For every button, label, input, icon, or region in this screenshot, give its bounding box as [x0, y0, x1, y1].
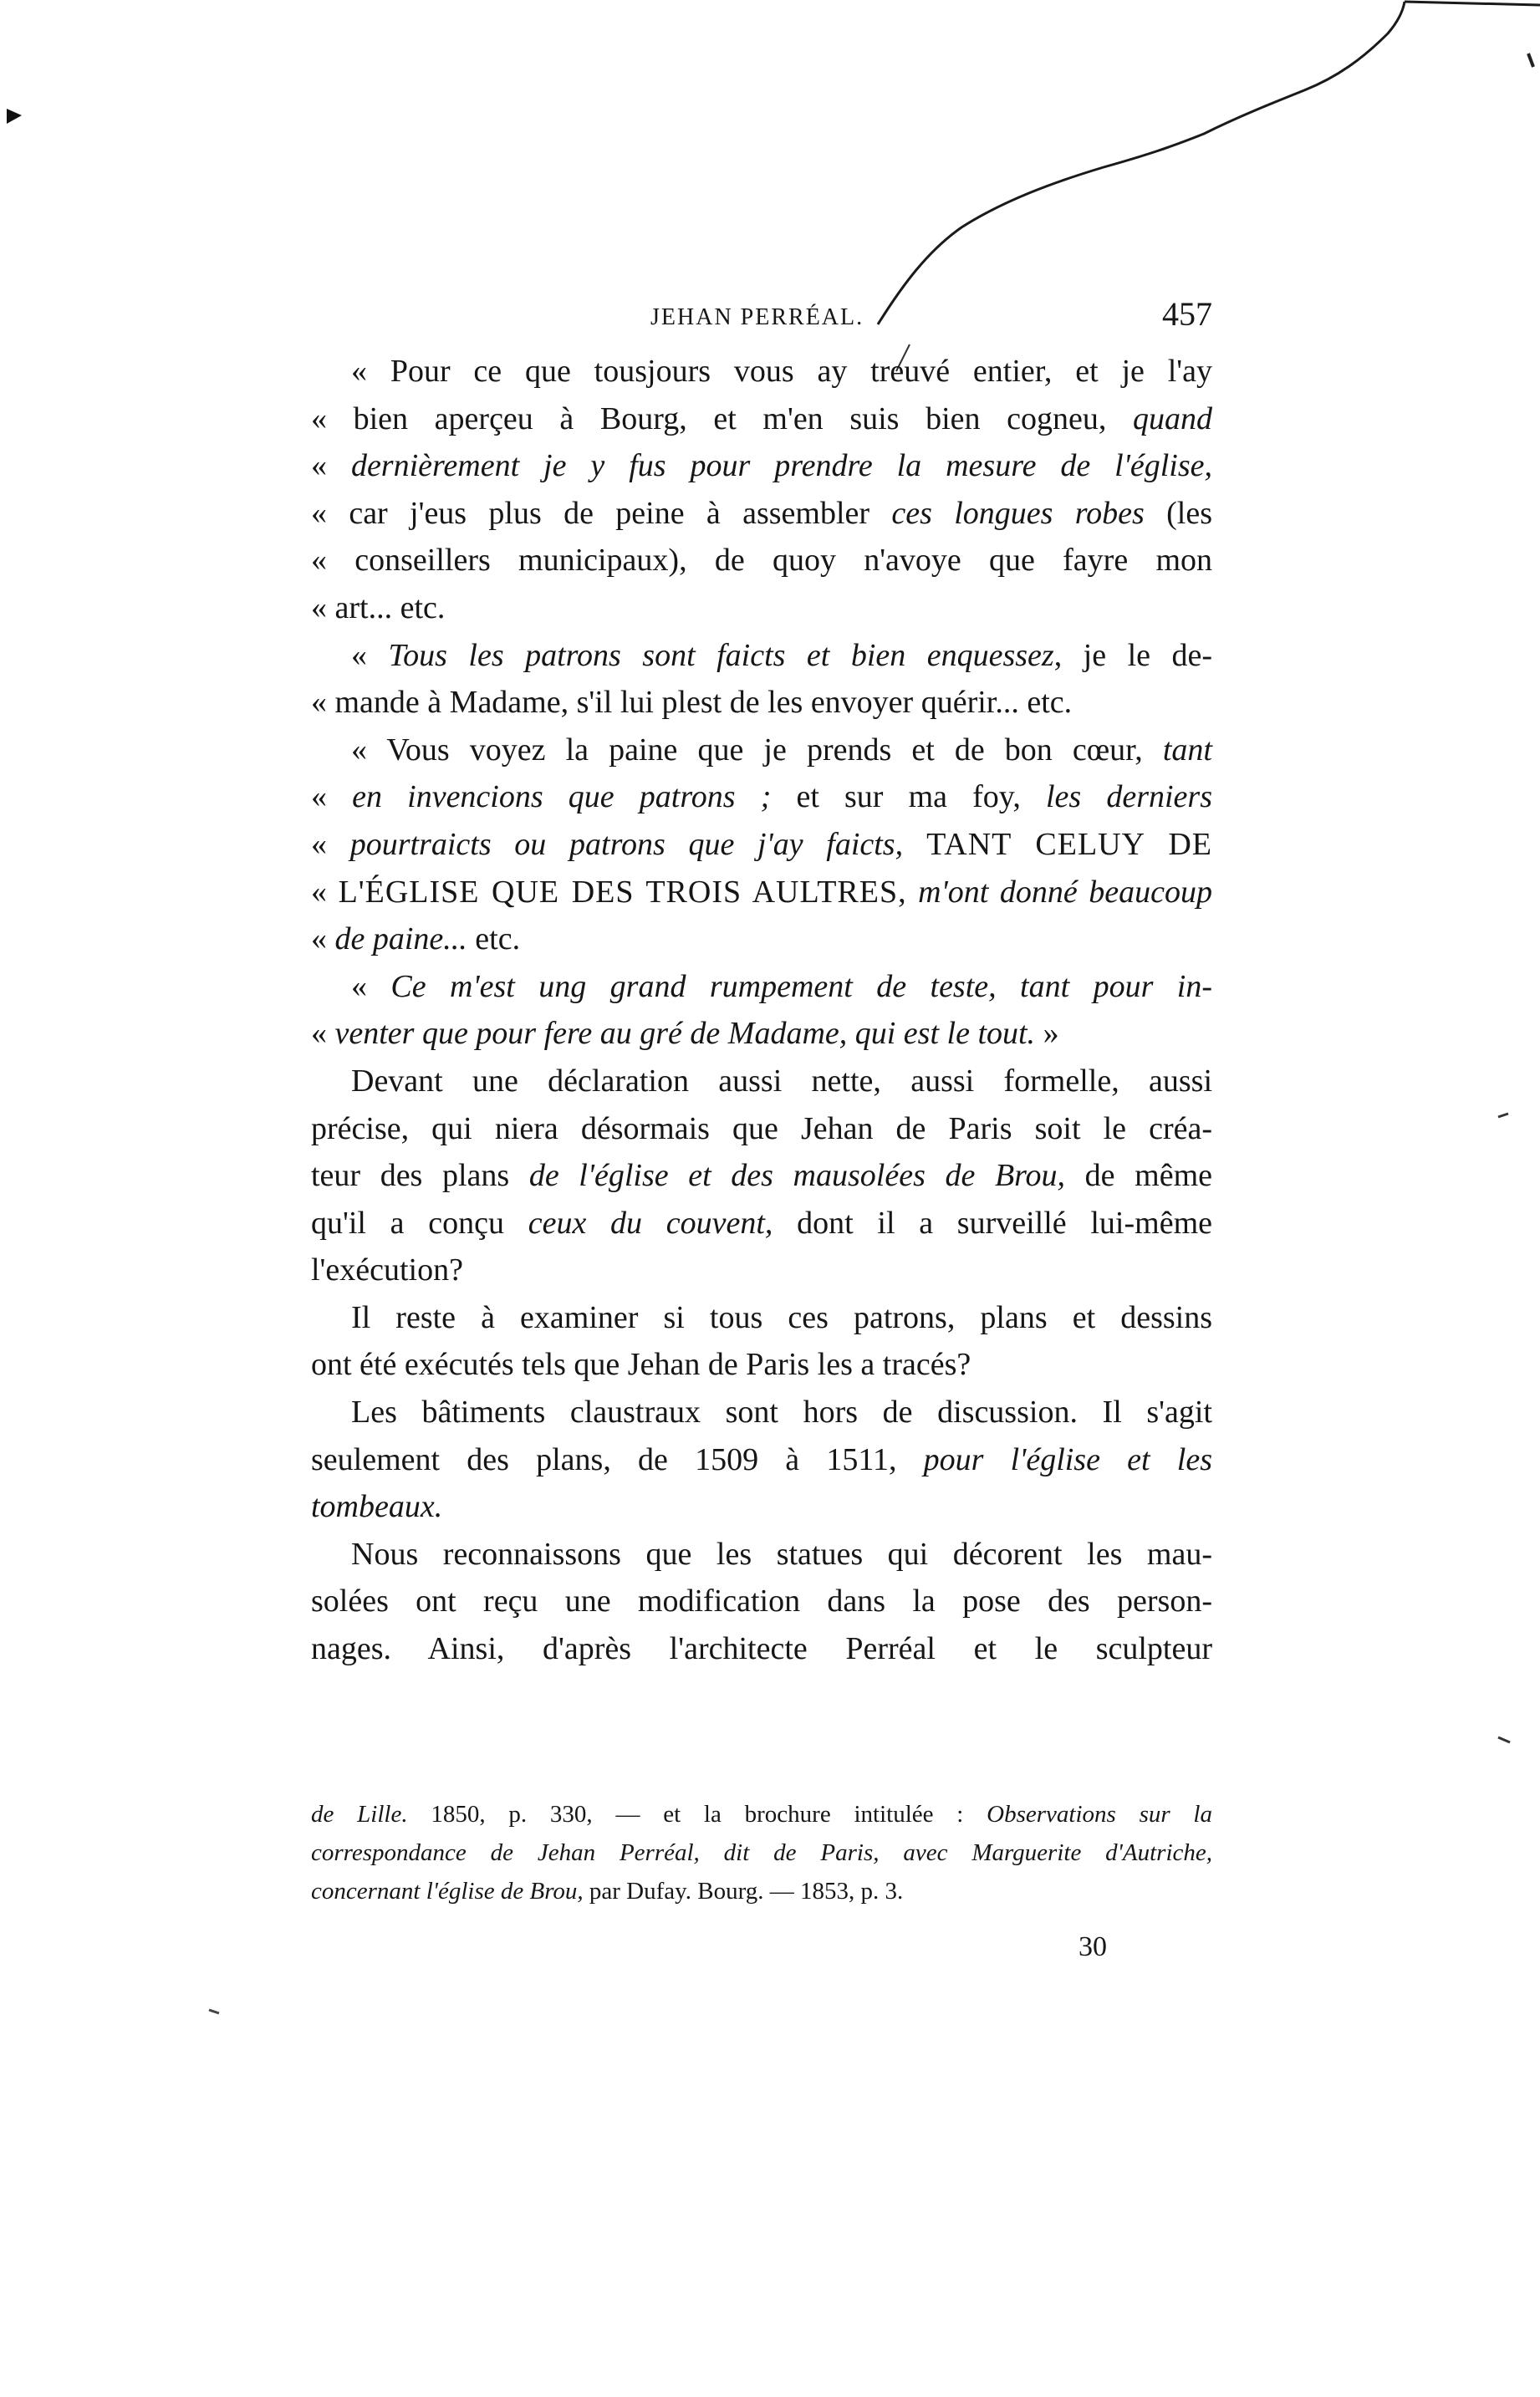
text-line: « conseillers municipaux), de quoy n'avoye que fayre mon — [311, 543, 1213, 579]
text-line: « art... etc. — [311, 589, 446, 625]
text-line: Devant une déclaration aussi nette, aussi formelle, aussi — [351, 1063, 1212, 1099]
text-line: nages. Ainsi, d'après l'architecte Perréal et le sculpteur — [311, 1631, 1212, 1667]
text-line: Il reste à examiner si tous ces patrons, plans et dessins — [351, 1299, 1212, 1335]
text-line: « L'ÉGLISE QUE DES TROIS AULTRES, m'ont donné beaucoup — [311, 874, 1212, 910]
text-line: Les bâtiments claustraux sont hors de discussion. Il s'agit — [351, 1395, 1212, 1431]
text-line: « bien aperçeu à Bourg, et m'en suis bien cogneu, quand — [311, 400, 1212, 436]
text-line: « Vous voyez la paine que je prends et de bon cœur, tant — [351, 732, 1212, 768]
footnote-line: de Lille. 1850, p. 330, — et la brochure intitulée : Observations sur la — [311, 1801, 1212, 1828]
main-text — [311, 348, 1212, 1673]
footnote-line: correspondance de Jehan Perréal, dit de Paris, avec Marguerite d'Autriche, — [311, 1839, 1212, 1866]
text-line: qu'il a conçu ceux du couvent, dont il a surveillé lui-même — [311, 1205, 1212, 1241]
torn-edge-line — [878, 2, 1405, 324]
running-head: JEHAN PERRÉAL. — [650, 304, 864, 330]
text-line: ont été exécutés tels que Jehan de Paris les a tracés? — [311, 1347, 971, 1383]
text-line: Nous reconnaissons que les statues qui décorent les mau- — [351, 1536, 1212, 1572]
text-line: l'exécution? — [311, 1252, 463, 1288]
text-line: « pourtraicts ou patrons que j'ay faicts, TANT CELUY DE — [311, 826, 1212, 862]
text-line: « de paine... etc. — [311, 921, 521, 957]
text-line: précise, qui niera désormais que Jehan de Paris soit le créa- — [311, 1110, 1212, 1146]
text-line: « Tous les patrons sont faicts et bien enquessez, je le de- — [351, 637, 1213, 673]
text-line: teur des plans de l'église et des mausolées de Brou, de même — [311, 1158, 1213, 1194]
text-line: « Pour ce que tousjours vous ay treuvé entier, et je l'ay — [351, 354, 1212, 389]
footnote — [311, 1795, 1212, 1910]
text-line: « car j'eus plus de peine à assembler ces longues robes (les — [311, 495, 1212, 531]
text-line: tombeaux. — [311, 1489, 443, 1525]
text-line: solées ont reçu une modification dans la pose des person- — [311, 1584, 1212, 1619]
page-header — [311, 294, 1212, 336]
page-number: 457 — [1162, 295, 1212, 333]
text-line: « mande à Madame, s'il lui plest de les envoyer quérir... etc. — [311, 685, 1073, 721]
text-line: « Ce m'est ung grand rumpement de teste, tant pour in- — [351, 968, 1212, 1004]
signature-mark: 30 — [1079, 1931, 1107, 1962]
text-line: « dernièrement je y fus pour prendre la mesure de l'église, — [311, 448, 1213, 484]
margin-arrow-icon — [5, 107, 23, 127]
text-line: seulement des plans, de 1509 à 1511, pour l'église et les — [311, 1441, 1213, 1477]
text-line: « en invencions que patrons ; et sur ma foy, les derniers — [311, 779, 1212, 815]
footnote-line: concernant l'église de Brou, par Dufay. Bourg. — 1853, p. 3. — [311, 1878, 904, 1905]
text-line: « venter que pour fere au gré de Madame, qui est le tout. » — [311, 1016, 1059, 1052]
